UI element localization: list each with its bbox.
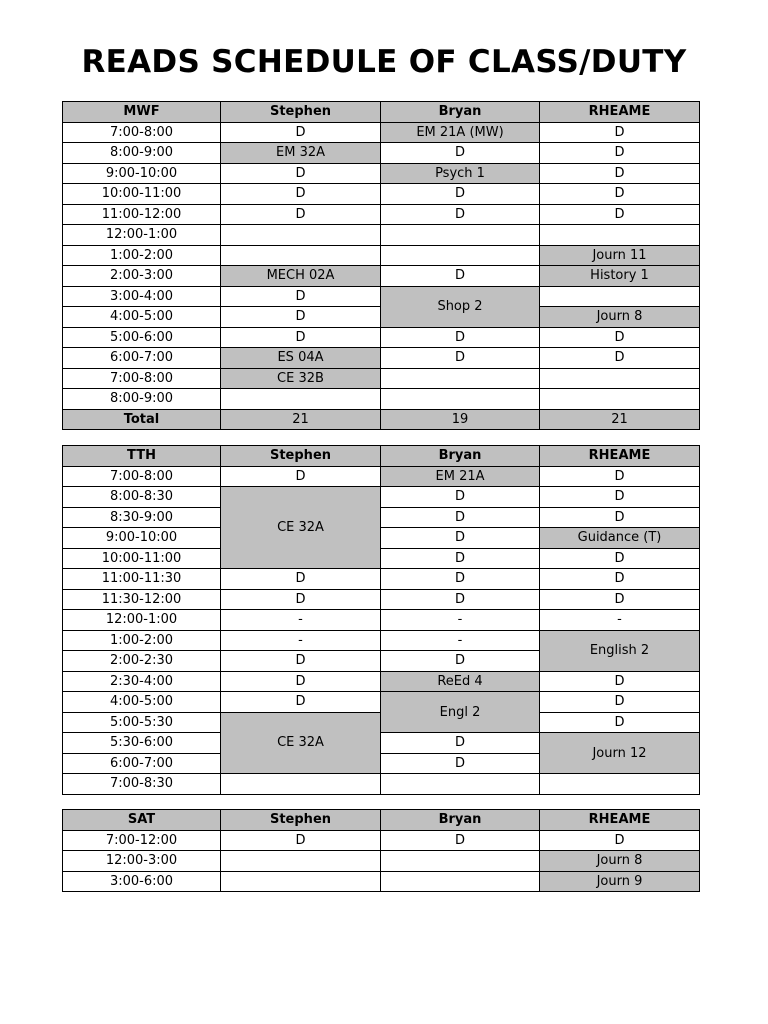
header-rheame: RHEAME <box>540 102 700 123</box>
stephen-cell: D <box>221 286 381 307</box>
rheame-cell <box>540 368 700 389</box>
header-bryan: Bryan <box>381 810 540 831</box>
bryan-cell: D <box>381 733 540 754</box>
table-row <box>63 733 700 754</box>
time-cell: 4:00-5:00 <box>63 692 221 713</box>
table-row <box>63 610 700 631</box>
bryan-cell: D <box>381 569 540 590</box>
bryan-cell: D <box>381 266 540 287</box>
rheame-cell: Journ 9 <box>540 871 700 892</box>
table-row <box>63 389 700 410</box>
bryan-cell: - <box>381 610 540 631</box>
stephen-cell: - <box>221 630 381 651</box>
table-row <box>63 348 700 369</box>
rheame-cell: D <box>540 487 700 508</box>
rheame-cell <box>540 225 700 246</box>
time-cell: 8:00-8:30 <box>63 487 221 508</box>
time-cell: 8:00-9:00 <box>63 143 221 164</box>
header-stephen: Stephen <box>221 810 381 831</box>
bryan-cell: D <box>381 528 540 549</box>
bryan-cell: - <box>381 630 540 651</box>
time-cell: 1:00-2:00 <box>63 630 221 651</box>
stephen-cell: D <box>221 651 381 672</box>
stephen-cell: CE 32A <box>221 487 381 569</box>
rheame-cell: D <box>540 692 700 713</box>
table-row <box>63 245 700 266</box>
bryan-cell <box>381 225 540 246</box>
bryan-total: 19 <box>381 409 540 430</box>
stephen-cell: CE 32A <box>221 712 381 774</box>
stephen-cell: D <box>221 830 381 851</box>
stephen-total: 21 <box>221 409 381 430</box>
time-cell: 11:00-11:30 <box>63 569 221 590</box>
rheame-cell: D <box>540 143 700 164</box>
time-cell: 6:00-7:00 <box>63 753 221 774</box>
rheame-cell: D <box>540 466 700 487</box>
rheame-cell: D <box>540 348 700 369</box>
table-header-row <box>63 102 700 123</box>
stephen-cell: CE 32B <box>221 368 381 389</box>
time-cell: 11:00-12:00 <box>63 204 221 225</box>
table-row <box>63 871 700 892</box>
table-row <box>63 487 700 508</box>
time-cell: 1:00-2:00 <box>63 245 221 266</box>
header-day: SAT <box>63 810 221 831</box>
bryan-cell: D <box>381 651 540 672</box>
bryan-cell: D <box>381 143 540 164</box>
rheame-cell: D <box>540 184 700 205</box>
time-cell: 12:00-1:00 <box>63 225 221 246</box>
time-cell: 3:00-4:00 <box>63 286 221 307</box>
time-cell: 9:00-10:00 <box>63 163 221 184</box>
header-bryan: Bryan <box>381 446 540 467</box>
table-row <box>63 692 700 713</box>
bryan-cell: D <box>381 327 540 348</box>
header-rheame: RHEAME <box>540 446 700 467</box>
bryan-cell: D <box>381 548 540 569</box>
tth-schedule-table <box>62 445 700 795</box>
header-rheame: RHEAME <box>540 810 700 831</box>
time-cell: 10:00-11:00 <box>63 548 221 569</box>
time-cell: 5:30-6:00 <box>63 733 221 754</box>
stephen-cell: - <box>221 610 381 631</box>
bryan-cell: EM 21A <box>381 466 540 487</box>
bryan-cell: D <box>381 507 540 528</box>
stephen-cell: D <box>221 589 381 610</box>
stephen-cell: MECH 02A <box>221 266 381 287</box>
bryan-cell: EM 21A (MW) <box>381 122 540 143</box>
table-row <box>63 225 700 246</box>
rheame-cell: Journ 11 <box>540 245 700 266</box>
stephen-cell: D <box>221 569 381 590</box>
table-header-row <box>63 810 700 831</box>
time-cell: 9:00-10:00 <box>63 528 221 549</box>
time-cell: 5:00-6:00 <box>63 327 221 348</box>
bryan-cell: Psych 1 <box>381 163 540 184</box>
time-cell: 7:00-12:00 <box>63 830 221 851</box>
rheame-cell: Journ 8 <box>540 851 700 872</box>
rheame-cell: History 1 <box>540 266 700 287</box>
table-row <box>63 368 700 389</box>
table-row <box>63 466 700 487</box>
bryan-cell: D <box>381 589 540 610</box>
stephen-cell: D <box>221 163 381 184</box>
bryan-cell: D <box>381 204 540 225</box>
stephen-cell <box>221 389 381 410</box>
table-header-row <box>63 446 700 467</box>
time-cell: 5:00-5:30 <box>63 712 221 733</box>
mwf-schedule-table <box>62 101 700 430</box>
time-cell: 2:00-2:30 <box>63 651 221 672</box>
time-cell: 2:00-3:00 <box>63 266 221 287</box>
header-bryan: Bryan <box>381 102 540 123</box>
stephen-cell: D <box>221 184 381 205</box>
header-stephen: Stephen <box>221 446 381 467</box>
header-stephen: Stephen <box>221 102 381 123</box>
rheame-cell: D <box>540 163 700 184</box>
page-title: READS SCHEDULE OF CLASS/DUTY <box>81 44 687 80</box>
bryan-cell: D <box>381 753 540 774</box>
table-row <box>63 122 700 143</box>
time-cell: 10:00-11:00 <box>63 184 221 205</box>
table-row <box>63 266 700 287</box>
bryan-cell <box>381 389 540 410</box>
stephen-cell: EM 32A <box>221 143 381 164</box>
bryan-cell <box>381 774 540 795</box>
rheame-cell: D <box>540 507 700 528</box>
header-day: MWF <box>63 102 221 123</box>
rheame-cell: Journ 8 <box>540 307 700 328</box>
table-row <box>63 774 700 795</box>
rheame-cell <box>540 286 700 307</box>
bryan-cell: D <box>381 184 540 205</box>
rheame-cell: D <box>540 671 700 692</box>
table-row <box>63 184 700 205</box>
stephen-cell: D <box>221 204 381 225</box>
time-cell: 2:30-4:00 <box>63 671 221 692</box>
stephen-cell: D <box>221 307 381 328</box>
table-row <box>63 630 700 651</box>
rheame-cell: D <box>540 569 700 590</box>
time-cell: 7:00-8:00 <box>63 122 221 143</box>
stephen-cell: D <box>221 327 381 348</box>
table-row <box>63 548 700 569</box>
table-row <box>63 286 700 307</box>
table-row <box>63 851 700 872</box>
time-cell: 12:00-3:00 <box>63 851 221 872</box>
table-row <box>63 569 700 590</box>
stephen-cell: D <box>221 671 381 692</box>
rheame-cell: D <box>540 830 700 851</box>
table-row <box>63 671 700 692</box>
table-row <box>63 507 700 528</box>
bryan-cell: Shop 2 <box>381 286 540 327</box>
rheame-cell: D <box>540 327 700 348</box>
rheame-cell: Guidance (T) <box>540 528 700 549</box>
bryan-cell <box>381 871 540 892</box>
bryan-cell: D <box>381 348 540 369</box>
time-cell: 7:00-8:00 <box>63 368 221 389</box>
time-cell: 8:00-9:00 <box>63 389 221 410</box>
time-cell: 11:30-12:00 <box>63 589 221 610</box>
bryan-cell: D <box>381 830 540 851</box>
time-cell: 3:00-6:00 <box>63 871 221 892</box>
bryan-cell <box>381 851 540 872</box>
rheame-cell: D <box>540 712 700 733</box>
bryan-cell: ReEd 4 <box>381 671 540 692</box>
rheame-cell: - <box>540 610 700 631</box>
stephen-cell: D <box>221 466 381 487</box>
stephen-cell <box>221 851 381 872</box>
time-cell: 7:00-8:30 <box>63 774 221 795</box>
table-row <box>63 204 700 225</box>
bryan-cell: Engl 2 <box>381 692 540 733</box>
table-row <box>63 589 700 610</box>
stephen-cell <box>221 225 381 246</box>
bryan-cell: D <box>381 487 540 508</box>
rheame-cell: D <box>540 204 700 225</box>
rheame-cell: English 2 <box>540 630 700 671</box>
table-row <box>63 830 700 851</box>
rheame-cell <box>540 774 700 795</box>
stephen-cell <box>221 774 381 795</box>
stephen-cell: ES 04A <box>221 348 381 369</box>
stephen-cell: D <box>221 692 381 713</box>
header-day: TTH <box>63 446 221 467</box>
time-cell: 7:00-8:00 <box>63 466 221 487</box>
rheame-cell: D <box>540 589 700 610</box>
rheame-cell: D <box>540 122 700 143</box>
time-cell: 6:00-7:00 <box>63 348 221 369</box>
time-cell: 8:30-9:00 <box>63 507 221 528</box>
table-row <box>63 528 700 549</box>
bryan-cell <box>381 245 540 266</box>
bryan-cell <box>381 368 540 389</box>
time-cell: 4:00-5:00 <box>63 307 221 328</box>
rheame-total: 21 <box>540 409 700 430</box>
rheame-cell: D <box>540 548 700 569</box>
total-row <box>63 409 700 430</box>
time-cell: 12:00-1:00 <box>63 610 221 631</box>
table-row <box>63 327 700 348</box>
table-row <box>63 163 700 184</box>
rheame-cell: Journ 12 <box>540 733 700 774</box>
stephen-cell: D <box>221 122 381 143</box>
stephen-cell <box>221 871 381 892</box>
total-label: Total <box>63 409 221 430</box>
table-row <box>63 143 700 164</box>
stephen-cell <box>221 245 381 266</box>
sat-schedule-table <box>62 809 700 892</box>
rheame-cell <box>540 389 700 410</box>
